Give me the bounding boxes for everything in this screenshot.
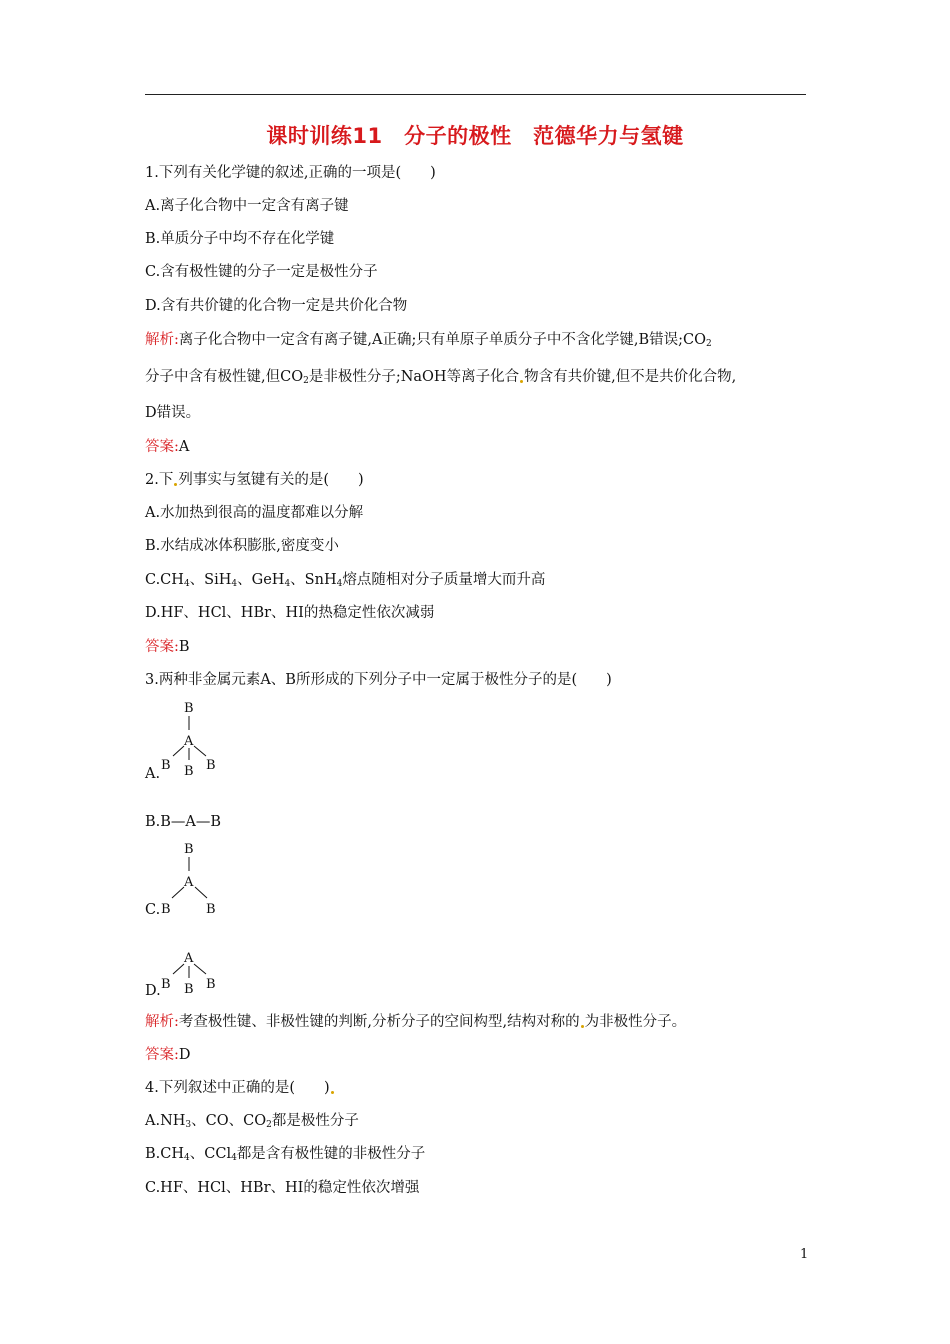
- highlight-mark: [520, 380, 523, 383]
- q1-answer: 答案:A: [145, 439, 190, 455]
- q3-answer: 答案:D: [145, 1047, 191, 1063]
- analysis-label: 解析:: [145, 332, 179, 348]
- q1-stem: 1.下列有关化学键的叙述,正确的一项是( ): [145, 165, 436, 181]
- atom-b: B: [184, 764, 194, 779]
- q1-option-d: D.含有共价键的化合物一定是共价化合物: [145, 298, 408, 314]
- q4-stem: 4.下列叙述中正确的是( ): [145, 1078, 335, 1098]
- atom-b: B: [184, 701, 194, 716]
- q3-analysis: 解析:考查极性键、非极性键的判断,分析分子的空间构型,结构对称的 为非极性分子。: [145, 1014, 687, 1030]
- bond: [195, 887, 207, 898]
- q3-stem: 3.两种非金属元素A、B所形成的下列分子中一定属于极性分子的是( ): [145, 672, 612, 688]
- q3-option-a-label: A.: [145, 766, 161, 782]
- q2-option-c: $C.CH_4$、SiH$_4$、GeH$_4$、SnH$_4$熔点随相对分子质量增大而升高: [145, 572, 546, 589]
- answer-label: 答案:: [145, 439, 179, 455]
- q3-option-d-label: D.: [145, 983, 161, 999]
- molecule-d-diagram: [155, 945, 225, 1000]
- q2-option-b: B.水结成冰体积膨胀,密度变小: [145, 538, 339, 554]
- bond: [194, 964, 206, 974]
- atom-a: A: [184, 875, 194, 890]
- bond: [194, 746, 206, 756]
- atom-b: B: [184, 982, 194, 997]
- q4-option-a: $A.NH_3$、CO、$CO_2$都是极性分子: [145, 1113, 359, 1130]
- answer-label: 答案:: [145, 639, 179, 655]
- atom-b: B: [184, 842, 194, 857]
- q2-option-a: A.水加热到很高的温度都难以分解: [145, 505, 364, 521]
- atom-b: B: [161, 902, 171, 917]
- bond: [172, 887, 184, 898]
- q3-option-b: B.B—A—B: [145, 814, 222, 830]
- q1-analysis-line-2: 分子中含有极性键,但$CO_2$是非极性分子;NaOH等离子化合 物含有共价键,但不是共价化合物,: [145, 369, 737, 386]
- atom-b: B: [206, 977, 216, 992]
- molecule-a-diagram: [155, 697, 225, 782]
- bond: [173, 746, 184, 756]
- q2-answer: 答案:B: [145, 639, 190, 655]
- header-rule: [145, 94, 806, 95]
- page-number: 1: [800, 1247, 809, 1262]
- highlight-mark: [581, 1025, 584, 1028]
- page-title: 课时训练11 分子的极性 范德华力与氢键: [266, 124, 684, 148]
- highlight-mark: [174, 483, 177, 486]
- q4-option-b: $B.CH_4$、CCl$_4$都是含有极性键的非极性分子: [145, 1146, 426, 1163]
- atom-b: B: [206, 902, 216, 917]
- q1-analysis-line-1: 解析:离子化合物中一定含有离子键,A正确;只有单原子单质分子中不含化学键,B错误$;CO_2$: [145, 332, 712, 349]
- bond: [173, 964, 184, 974]
- molecule-c-diagram: [155, 838, 225, 918]
- q2-stem: 2.下 列事实与氢键有关的是( ): [145, 472, 364, 488]
- atom-b: B: [161, 758, 171, 773]
- q3-option-c-label: C.: [145, 902, 161, 918]
- highlight-mark: [331, 1091, 334, 1094]
- atom-b: B: [206, 758, 216, 773]
- answer-label: 答案:: [145, 1047, 179, 1063]
- q1-option-c: C.含有极性键的分子一定是极性分子: [145, 264, 378, 280]
- atom-b: B: [161, 977, 171, 992]
- analysis-label: 解析:: [145, 1014, 179, 1030]
- atom-a: A: [184, 951, 194, 966]
- q4-option-c: C.HF、HCl、HBr、HI的稳定性依次增强: [145, 1180, 420, 1196]
- q1-option-b: B.单质分子中均不存在化学键: [145, 231, 335, 247]
- q1-analysis-line-3: D错误。: [145, 405, 201, 421]
- atom-a: A: [184, 734, 194, 749]
- q1-option-a: A.离子化合物中一定含有离子键: [145, 198, 349, 214]
- q2-option-d: D.HF、HCl、HBr、HI的热稳定性依次减弱: [145, 605, 435, 621]
